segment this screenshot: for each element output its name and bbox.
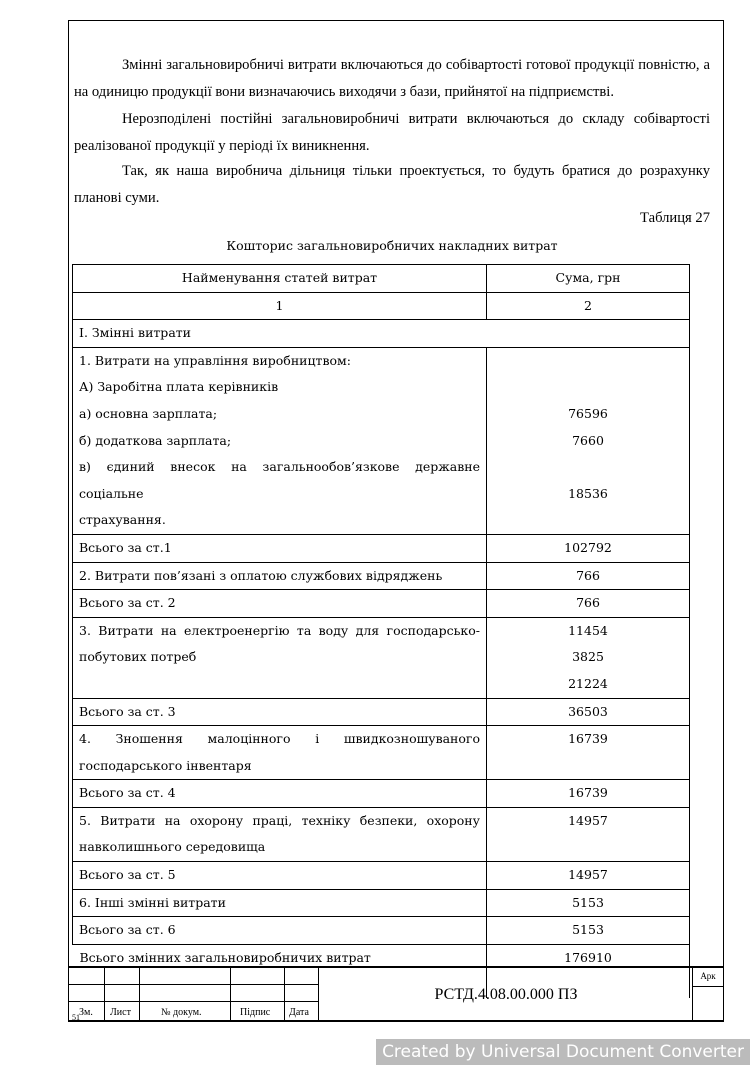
- cost-item-line: 4. Зношення малоцінного і швидкозношуваного: [79, 731, 480, 747]
- cost-item-cell: [73, 889, 487, 917]
- stamp-label-doc: № докум.: [161, 1007, 202, 1018]
- stamp-cell: [68, 984, 105, 1002]
- cost-item-line: Всього за ст. 2: [79, 595, 176, 611]
- stamp-cell: [104, 984, 140, 1002]
- header-name: Найменування статей витрат: [73, 265, 487, 293]
- cost-sum-cell: [487, 562, 690, 590]
- table-header-row: [73, 265, 690, 293]
- paragraph-3: Так, як наша виробнича дільниця тільки проектується, то будуть братися до розрахунку планові суми.: [74, 163, 710, 206]
- cost-sum-cell: [487, 889, 690, 917]
- cost-item-line: 5. Витрати на охорону праці, техніку безпеки, охорону: [79, 812, 480, 828]
- cost-item-cell: [73, 534, 487, 562]
- stamp-cell: [139, 984, 231, 1002]
- stamp-cell: [284, 967, 319, 985]
- stamp-cell: [230, 984, 285, 1002]
- cost-item-cell: [73, 780, 487, 808]
- cost-sum-cell: [487, 347, 690, 534]
- table-row: [73, 347, 690, 534]
- cost-item-line: 3. Витрати на електроенергію та воду для господарсько-: [79, 622, 480, 638]
- cost-item-line: Всього змінних загальновиробничих витрат: [79, 949, 371, 965]
- cost-value: 176910: [564, 949, 612, 965]
- stamp-cell: [230, 967, 285, 985]
- table-row: [73, 617, 690, 698]
- stamp-label-zm: Зм.: [79, 1007, 93, 1018]
- stamp-cell: [284, 984, 319, 1002]
- cost-item-cell: [73, 726, 487, 780]
- cost-value: 18536: [568, 485, 608, 501]
- stamp-label-date: Дата: [289, 1007, 309, 1018]
- cost-value: 14957: [568, 867, 608, 883]
- table-row: [73, 780, 690, 808]
- header-sum: Сума, грн: [487, 265, 690, 293]
- cost-value: 7660: [572, 432, 604, 448]
- cost-value: 21224: [568, 675, 608, 691]
- table-row: [73, 698, 690, 726]
- cost-item-cell: [73, 347, 487, 534]
- col-number-2: 2: [487, 292, 690, 320]
- cost-value: [493, 374, 683, 401]
- cost-value: 102792: [564, 539, 612, 555]
- cost-item-line: навколишнього середовища: [79, 839, 266, 855]
- cost-item-line: побутових потреб: [79, 649, 197, 665]
- cost-sum-cell: [487, 780, 690, 808]
- cost-sum-cell: [487, 917, 690, 945]
- stamp-page-cell: [692, 986, 724, 1022]
- table-row: [73, 917, 690, 945]
- cost-value: 76596: [568, 405, 608, 421]
- cost-item-line: Всього за ст.1: [79, 539, 172, 555]
- table-row: [73, 590, 690, 618]
- column-number-row: [73, 292, 690, 320]
- table-row: [73, 726, 690, 780]
- cost-item-line: господарського інвентаря: [79, 757, 252, 773]
- cost-item-line: Всього за ст. 6: [79, 922, 176, 938]
- cost-value: 766: [576, 567, 600, 583]
- cost-item-line: 6. Інші змінні витрати: [79, 894, 226, 910]
- stamp-cell: [68, 967, 105, 985]
- cost-item-cell: [73, 807, 487, 861]
- cost-value: 14957: [568, 812, 608, 828]
- paragraph-2: Нерозподілені постійні загальновиробничі витрати включаються до складу собівартості реалізованої продукції у періоді їх виникнення.: [74, 111, 710, 154]
- stamp-label-sign: Підпис: [240, 1007, 271, 1018]
- cost-sum-cell: [487, 698, 690, 726]
- cost-value: 3825: [572, 649, 604, 665]
- cost-item-line: Всього за ст. 5: [79, 867, 176, 883]
- cost-value: [493, 834, 683, 861]
- stamp-cell: [104, 967, 140, 985]
- table-row: [73, 889, 690, 917]
- cost-value: 766: [576, 595, 600, 611]
- cost-item-line: а) основна зарплата;: [79, 405, 218, 421]
- cost-sum-cell: [487, 617, 690, 698]
- cost-item-line: 2. Витрати пов’язані з оплатою службових відряджень: [79, 567, 443, 583]
- cost-value: 16739: [568, 731, 608, 747]
- cost-item-cell: [73, 562, 487, 590]
- section-row: [73, 320, 690, 348]
- cost-value: [493, 753, 683, 780]
- cost-value: [493, 348, 683, 375]
- cost-value: 5153: [572, 894, 604, 910]
- cost-sum-cell: [487, 726, 690, 780]
- document-number: РСТД.4.08.00.000 ПЗ: [434, 986, 578, 1003]
- cost-item-cell: [73, 590, 487, 618]
- cost-value: 11454: [568, 622, 608, 638]
- watermark: Created by Universal Document Converter: [376, 1039, 750, 1065]
- cost-item-line: б) додаткова зарплата;: [79, 432, 232, 448]
- cost-value: [493, 454, 683, 481]
- cost-sum-cell: [487, 862, 690, 890]
- table-row: [73, 562, 690, 590]
- stamp-cell: [139, 967, 231, 985]
- cost-item-cell: [73, 862, 487, 890]
- cost-value: 16739: [568, 785, 608, 801]
- paragraph-1: Змінні загальновиробничі витрати включаються до собівартості готової продукції повністю, а на одиницю продукції вони визначаючись виходячи з бази, прийнятої на підприємстві.: [74, 57, 710, 100]
- cost-value: 5153: [572, 922, 604, 938]
- stamp-ark-label: Арк: [700, 971, 716, 981]
- cost-estimate-table: [72, 264, 690, 998]
- cost-sum-cell: [487, 590, 690, 618]
- cost-sum-cell: [487, 534, 690, 562]
- cost-item-line: [79, 671, 480, 698]
- table-title: Кошторис загальновиробничих накладних витрат: [226, 238, 558, 253]
- cost-item-line: Всього за ст. 4: [79, 785, 176, 801]
- cost-item-cell: [73, 698, 487, 726]
- cost-item-line: 1. Витрати на управління виробництвом:: [79, 352, 351, 368]
- cost-item-line: А) Заробітна плата керівників: [79, 379, 279, 395]
- cost-item-cell: [73, 917, 487, 945]
- section-title: І. Змінні витрати: [73, 320, 690, 348]
- col-number-1: 1: [73, 292, 487, 320]
- cost-item-line: Всього за ст. 3: [79, 703, 176, 719]
- stamp-label-list: Лист: [110, 1007, 131, 1018]
- stamp-page-small: 51: [72, 1013, 80, 1022]
- cost-item-cell: [73, 617, 487, 698]
- cost-value: 36503: [568, 703, 608, 719]
- table-row: [73, 534, 690, 562]
- table-row: [73, 807, 690, 861]
- cost-sum-cell: [487, 807, 690, 861]
- table-row: [73, 862, 690, 890]
- cost-item-line: страхування.: [79, 512, 166, 528]
- cost-item-line: в) єдиний внесок на загальнообов’язкове державне соціальне: [79, 459, 480, 501]
- table-number: Таблиця 27: [640, 210, 710, 226]
